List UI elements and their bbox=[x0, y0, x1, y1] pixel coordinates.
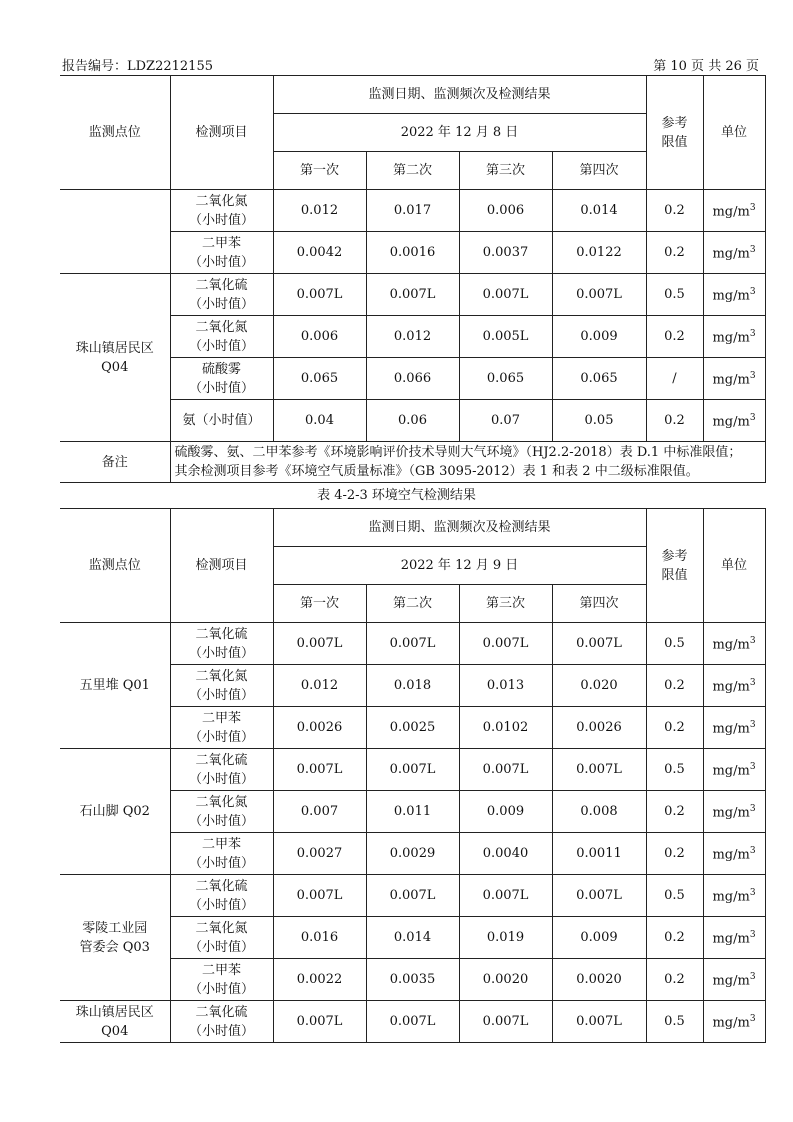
value-cell: 0.014 bbox=[552, 190, 646, 232]
value-cell: 0.007L bbox=[366, 623, 459, 665]
value-cell: 0.0026 bbox=[552, 707, 646, 749]
header-site: 监测点位 bbox=[60, 509, 170, 623]
note-text: 硫酸雾、氨、二甲苯参考《环境影响评价技术导则大气环境》（HJ2.2-2018）表 D.1 中标准限值； 其余检测项目参考《环境空气质量标准》（GB 3095-2012）表 1 和表 2 中二级标准限值。 bbox=[170, 442, 765, 483]
value-cell: 0.005L bbox=[459, 316, 552, 358]
site-cell: 石山脚 Q02 bbox=[60, 749, 170, 875]
value-cell: 0.016 bbox=[273, 917, 366, 959]
table-row bbox=[60, 749, 765, 791]
unit-cell: $mg/m^3$ bbox=[703, 749, 765, 791]
header-time-4: 第四次 bbox=[552, 585, 646, 623]
value-cell: 0.05 bbox=[552, 400, 646, 442]
header-unit: 单位 bbox=[703, 509, 765, 623]
unit-cell: $mg/m^3$ bbox=[703, 917, 765, 959]
header-ref: 参考 限值 bbox=[646, 509, 703, 623]
header-date: 2022 年 12 月 9 日 bbox=[273, 547, 646, 585]
ref-cell: 0.2 bbox=[646, 190, 703, 232]
value-cell: 0.006 bbox=[459, 190, 552, 232]
value-cell: 0.065 bbox=[273, 358, 366, 400]
header-site: 监测点位 bbox=[60, 76, 170, 190]
header-item: 检测项目 bbox=[170, 76, 273, 190]
value-cell: 0.011 bbox=[366, 791, 459, 833]
item-cell: 二氧化氮 （小时值） bbox=[170, 190, 273, 232]
ref-cell: 0.2 bbox=[646, 665, 703, 707]
table-row bbox=[60, 1001, 765, 1043]
ref-cell: 0.5 bbox=[646, 274, 703, 316]
table-row bbox=[60, 623, 765, 665]
table-row bbox=[60, 274, 765, 316]
header-ref: 参考 限值 bbox=[646, 76, 703, 190]
unit-cell: $mg/m^3$ bbox=[703, 665, 765, 707]
value-cell: 0.012 bbox=[273, 190, 366, 232]
unit-cell: $mg/m^3$ bbox=[703, 358, 765, 400]
value-cell: 0.009 bbox=[552, 316, 646, 358]
item-cell: 二氧化氮 （小时值） bbox=[170, 665, 273, 707]
value-cell: 0.007L bbox=[366, 749, 459, 791]
value-cell: 0.007L bbox=[273, 749, 366, 791]
item-cell: 二甲苯 （小时值） bbox=[170, 833, 273, 875]
header-item: 检测项目 bbox=[170, 509, 273, 623]
ref-cell: 0.2 bbox=[646, 791, 703, 833]
value-cell: 0.007L bbox=[273, 274, 366, 316]
value-cell: 0.0122 bbox=[552, 232, 646, 274]
value-cell: 0.006 bbox=[273, 316, 366, 358]
site-cell: 五里堆 Q01 bbox=[60, 623, 170, 749]
value-cell: 0.007L bbox=[459, 749, 552, 791]
header-time-4: 第四次 bbox=[552, 152, 646, 190]
value-cell: 0.007L bbox=[273, 623, 366, 665]
value-cell: 0.007L bbox=[552, 875, 646, 917]
value-cell: 0.007L bbox=[459, 623, 552, 665]
value-cell: 0.0040 bbox=[459, 833, 552, 875]
value-cell: 0.0102 bbox=[459, 707, 552, 749]
value-cell: 0.07 bbox=[459, 400, 552, 442]
value-cell: 0.007L bbox=[366, 274, 459, 316]
header-time-2: 第二次 bbox=[366, 585, 459, 623]
header-time-3: 第三次 bbox=[459, 585, 552, 623]
value-cell: 0.04 bbox=[273, 400, 366, 442]
value-cell: 0.020 bbox=[552, 665, 646, 707]
site-cell: 零陵工业园 管委会 Q03 bbox=[60, 875, 170, 1001]
item-cell: 二甲苯 （小时值） bbox=[170, 707, 273, 749]
ref-cell: 0.2 bbox=[646, 400, 703, 442]
item-cell: 二氧化氮 （小时值） bbox=[170, 791, 273, 833]
unit-cell: $mg/m^3$ bbox=[703, 623, 765, 665]
header-group: 监测日期、监测频次及检测结果 bbox=[273, 76, 646, 114]
unit-cell: $mg/m^3$ bbox=[703, 833, 765, 875]
report-number: 报告编号：LDZ2212155 bbox=[62, 59, 213, 74]
value-cell: 0.012 bbox=[273, 665, 366, 707]
header-time-1: 第一次 bbox=[273, 585, 366, 623]
ref-cell: 0.2 bbox=[646, 316, 703, 358]
header-date: 2022 年 12 月 8 日 bbox=[273, 114, 646, 152]
item-cell: 二氧化硫 （小时值） bbox=[170, 623, 273, 665]
value-cell: 0.007L bbox=[366, 1001, 459, 1043]
header-time-3: 第三次 bbox=[459, 152, 552, 190]
header-time-1: 第一次 bbox=[273, 152, 366, 190]
table-row bbox=[60, 190, 765, 232]
value-cell: 0.0016 bbox=[366, 232, 459, 274]
unit-cell: $mg/m^3$ bbox=[703, 274, 765, 316]
value-cell: 0.0020 bbox=[552, 959, 646, 1001]
unit-cell: $mg/m^3$ bbox=[703, 190, 765, 232]
value-cell: 0.0042 bbox=[273, 232, 366, 274]
value-cell: 0.007L bbox=[459, 875, 552, 917]
value-cell: 0.065 bbox=[459, 358, 552, 400]
site-cell: 珠山镇居民区 Q04 bbox=[60, 274, 170, 442]
item-cell: 二氧化氮 （小时值） bbox=[170, 917, 273, 959]
header-time-2: 第二次 bbox=[366, 152, 459, 190]
value-cell: 0.007L bbox=[552, 1001, 646, 1043]
unit-cell: $mg/m^3$ bbox=[703, 875, 765, 917]
value-cell: 0.007L bbox=[459, 1001, 552, 1043]
value-cell: 0.009 bbox=[459, 791, 552, 833]
unit-cell: $mg/m^3$ bbox=[703, 316, 765, 358]
value-cell: 0.012 bbox=[366, 316, 459, 358]
item-cell: 二氧化硫 （小时值） bbox=[170, 875, 273, 917]
ref-cell: 0.2 bbox=[646, 707, 703, 749]
results-table-dec9 bbox=[60, 508, 766, 1043]
ref-cell: 0.2 bbox=[646, 232, 703, 274]
note-label: 备注 bbox=[60, 442, 170, 483]
table-row bbox=[60, 875, 765, 917]
item-cell: 硫酸雾 （小时值） bbox=[170, 358, 273, 400]
value-cell: 0.018 bbox=[366, 665, 459, 707]
value-cell: 0.007L bbox=[552, 274, 646, 316]
unit-cell: $mg/m^3$ bbox=[703, 791, 765, 833]
ref-cell: 0.2 bbox=[646, 959, 703, 1001]
value-cell: 0.007L bbox=[552, 749, 646, 791]
unit-cell: $mg/m^3$ bbox=[703, 400, 765, 442]
value-cell: 0.0025 bbox=[366, 707, 459, 749]
ref-cell: 0.5 bbox=[646, 875, 703, 917]
value-cell: 0.0027 bbox=[273, 833, 366, 875]
ref-cell: 0.2 bbox=[646, 833, 703, 875]
value-cell: 0.007L bbox=[273, 1001, 366, 1043]
value-cell: 0.06 bbox=[366, 400, 459, 442]
item-cell: 二氧化硫 （小时值） bbox=[170, 749, 273, 791]
value-cell: 0.065 bbox=[552, 358, 646, 400]
header-unit: 单位 bbox=[703, 76, 765, 190]
value-cell: 0.007L bbox=[366, 875, 459, 917]
value-cell: 0.007L bbox=[273, 875, 366, 917]
unit-cell: $mg/m^3$ bbox=[703, 232, 765, 274]
site-cell: 珠山镇居民区 Q04 bbox=[60, 1001, 170, 1043]
value-cell: 0.0026 bbox=[273, 707, 366, 749]
item-cell: 二氧化硫 （小时值） bbox=[170, 1001, 273, 1043]
value-cell: 0.007 bbox=[273, 791, 366, 833]
value-cell: 0.0037 bbox=[459, 232, 552, 274]
table-caption: 表 4-2-3 环境空气检测结果 bbox=[317, 488, 476, 503]
item-cell: 二甲苯 （小时值） bbox=[170, 232, 273, 274]
ref-cell: 0.5 bbox=[646, 623, 703, 665]
value-cell: 0.0029 bbox=[366, 833, 459, 875]
unit-cell: $mg/m^3$ bbox=[703, 1001, 765, 1043]
item-cell: 二氧化氮 （小时值） bbox=[170, 316, 273, 358]
value-cell: 0.0035 bbox=[366, 959, 459, 1001]
ref-cell: 0.2 bbox=[646, 917, 703, 959]
value-cell: 0.009 bbox=[552, 917, 646, 959]
value-cell: 0.008 bbox=[552, 791, 646, 833]
header-group: 监测日期、监测频次及检测结果 bbox=[273, 509, 646, 547]
site-cell-continued bbox=[60, 190, 170, 274]
value-cell: 0.013 bbox=[459, 665, 552, 707]
ref-cell: / bbox=[646, 358, 703, 400]
results-table-dec8 bbox=[60, 75, 766, 483]
value-cell: 0.0020 bbox=[459, 959, 552, 1001]
value-cell: 0.0011 bbox=[552, 833, 646, 875]
unit-cell: $mg/m^3$ bbox=[703, 959, 765, 1001]
value-cell: 0.007L bbox=[552, 623, 646, 665]
value-cell: 0.017 bbox=[366, 190, 459, 232]
ref-cell: 0.5 bbox=[646, 749, 703, 791]
item-cell: 二氧化硫 （小时值） bbox=[170, 274, 273, 316]
page-indicator: 第 10 页 共 26 页 bbox=[653, 59, 759, 74]
unit-cell: $mg/m^3$ bbox=[703, 707, 765, 749]
value-cell: 0.066 bbox=[366, 358, 459, 400]
item-cell: 氨（小时值） bbox=[170, 400, 273, 442]
value-cell: 0.019 bbox=[459, 917, 552, 959]
item-cell: 二甲苯 （小时值） bbox=[170, 959, 273, 1001]
ref-cell: 0.5 bbox=[646, 1001, 703, 1043]
value-cell: 0.0022 bbox=[273, 959, 366, 1001]
value-cell: 0.014 bbox=[366, 917, 459, 959]
value-cell: 0.007L bbox=[459, 274, 552, 316]
